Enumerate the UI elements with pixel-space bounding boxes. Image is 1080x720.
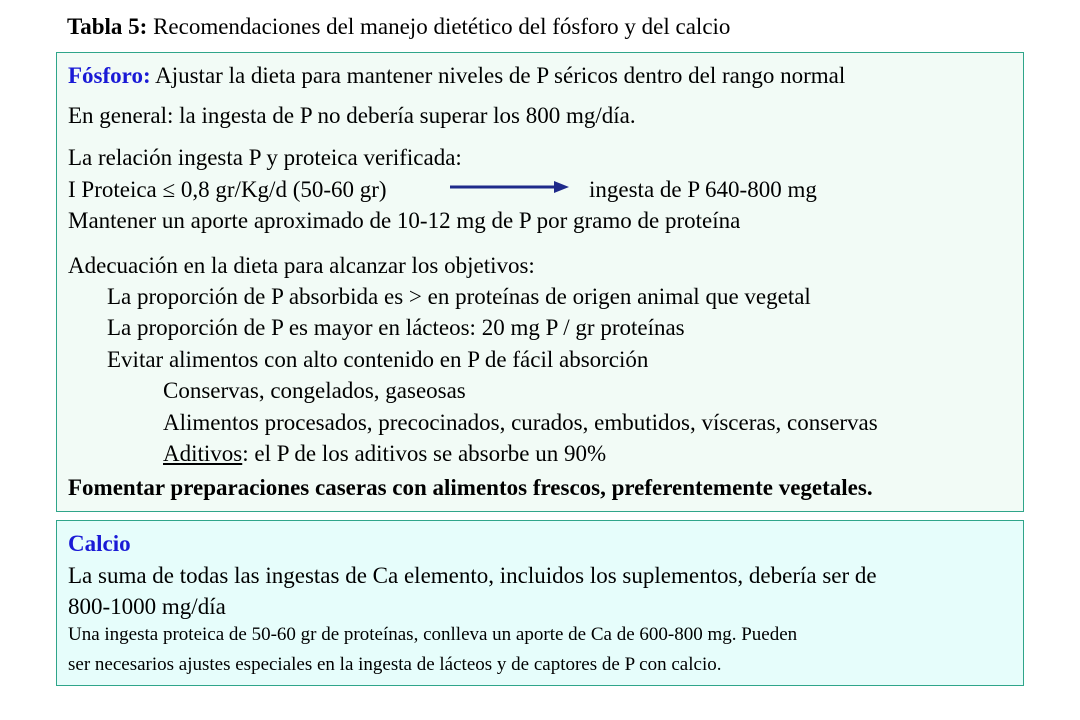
calcio-box xyxy=(56,520,1024,686)
fosforo-heading-line xyxy=(68,61,845,91)
right-arrow-icon xyxy=(450,177,570,197)
fosforo-general: En general: la ingesta de P no debería superar los 800 mg/día. xyxy=(68,103,636,128)
fosforo-heading-text: Ajustar la dieta para mantener niveles de P séricos dentro del rango normal xyxy=(150,63,846,88)
fosforo-proteica-right: ingesta de P 640-800 mg xyxy=(589,177,817,202)
calcio-line2: 800-1000 mg/día xyxy=(68,594,226,619)
fosforo-mantener: Mantener un aporte aproximado de 10-12 mg de P por gramo de proteína xyxy=(68,208,741,233)
fosforo-aditivos-line xyxy=(163,439,606,469)
fosforo-adecuacion: Adecuación en la dieta para alcanzar los objetivos: xyxy=(68,253,535,278)
fosforo-sub1: La proporción de P absorbida es > en proteínas de origen animal que vegetal xyxy=(107,284,811,309)
fosforo-proteica-line xyxy=(68,175,387,205)
calcio-small2: ser necesarios ajustes especiales en la ingesta de lácteos y de captores de P con calcio. xyxy=(68,654,722,675)
table-title xyxy=(67,12,730,42)
fosforo-sub2: La proporción de P es mayor en lácteos: 20 mg P / gr proteínas xyxy=(107,315,685,340)
table-title-text: Recomendaciones del manejo dietético del fósforo y del calcio xyxy=(147,14,731,39)
calcio-small1: Una ingesta proteica de 50-60 gr de proteínas, conlleva un aporte de Ca de 600-800 mg. Pueden xyxy=(68,624,798,645)
fosforo-subsub1: Conservas, congelados, gaseosas xyxy=(163,378,466,403)
fosforo-heading: Fósforo: xyxy=(68,63,151,88)
fosforo-sub3: Evitar alimentos con alto contenido en P de fácil absorción xyxy=(107,347,649,372)
fosforo-box xyxy=(56,52,1024,512)
fosforo-subsub2: Alimentos procesados, precocinados, curados, embutidos, vísceras, conservas xyxy=(163,410,878,435)
calcio-line1: La suma de todas las ingestas de Ca elemento, incluidos los suplementos, debería ser de xyxy=(68,563,877,588)
fosforo-aditivos-label: Aditivos xyxy=(163,441,243,466)
calcio-heading: Calcio xyxy=(68,531,131,556)
fosforo-proteica-left: I Proteica ≤ 0,8 gr/Kg/d (50-60 gr) xyxy=(68,177,387,202)
fosforo-relacion: La relación ingesta P y proteica verificada: xyxy=(68,145,462,170)
fosforo-fomentar: Fomentar preparaciones caseras con alimentos frescos, preferentemente vegetales. xyxy=(68,475,873,500)
fosforo-aditivos-text: : el P de los aditivos se absorbe un 90% xyxy=(242,441,607,466)
table-title-prefix: Tabla 5: xyxy=(67,14,148,39)
